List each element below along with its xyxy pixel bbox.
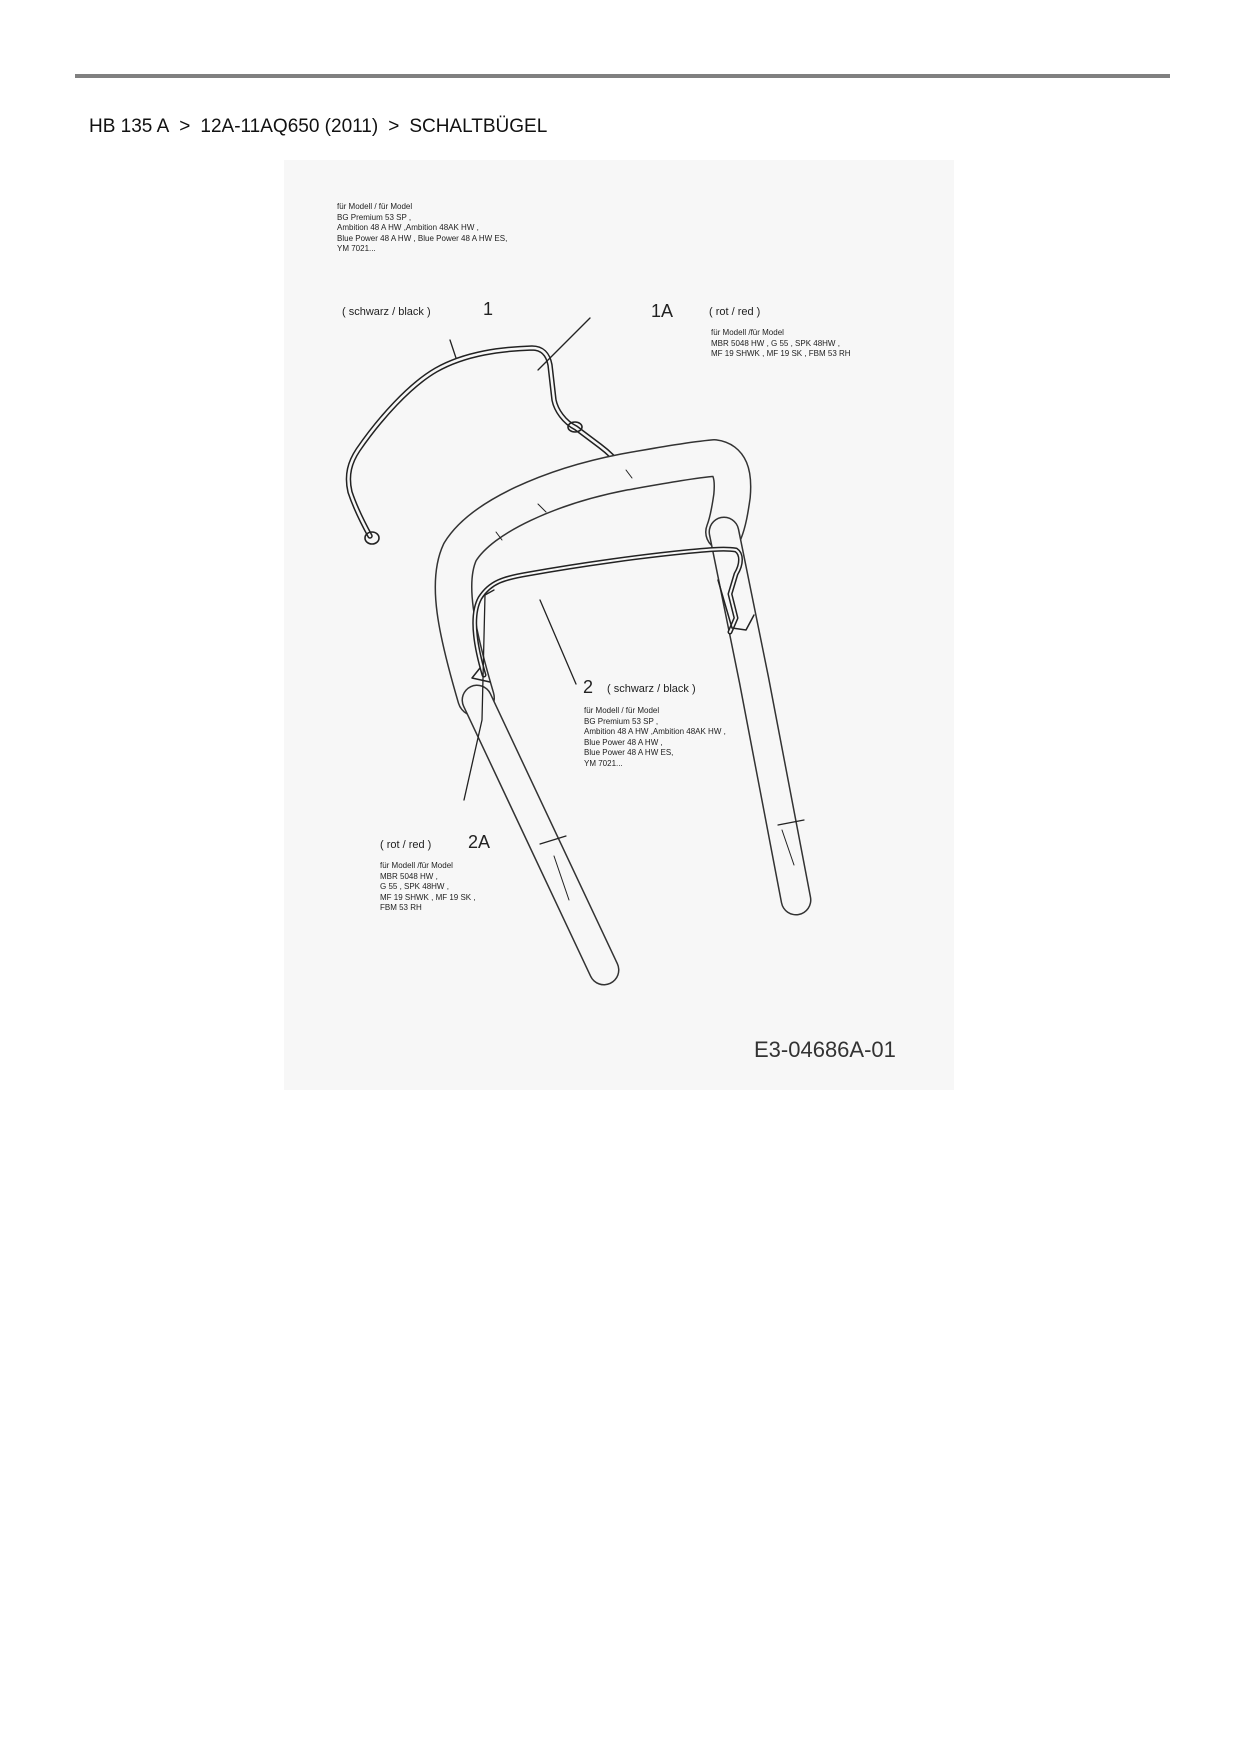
part-2-color: ( schwarz / black ): [607, 683, 696, 695]
diagram-drawing: [284, 160, 954, 1090]
breadcrumb-separator: >: [388, 116, 400, 137]
part-1-number[interactable]: 1: [483, 299, 494, 319]
part-2a-color: ( rot / red ): [380, 839, 432, 851]
part-2a-number[interactable]: 2A: [468, 832, 491, 852]
breadcrumb-item-variant[interactable]: 12A-11AQ650 (2011): [200, 116, 379, 137]
breadcrumb-separator: >: [179, 116, 191, 137]
part-2-number[interactable]: 2: [583, 677, 594, 697]
breadcrumb-item-model[interactable]: HB 135 A: [89, 116, 170, 137]
part-1a-number[interactable]: 1A: [651, 301, 674, 321]
part-1-color: ( schwarz / black ): [342, 306, 431, 318]
breadcrumb-item-section: SCHALTBÜGEL: [409, 116, 548, 137]
drawing-number: E3-04686A-01: [754, 1037, 896, 1062]
part-1-models: für Modell / für Model BG Premium 53 SP , Ambition 48 A HW ,Ambition 48AK HW , Blue Power 48 A HW , Blue Power 48 A HW ES, YM 7021...: [337, 202, 508, 253]
part-1a-color: ( rot / red ): [709, 306, 761, 318]
bail-part-2-drawing: [472, 549, 754, 682]
part-1a-models: für Modell /für Model MBR 5048 HW , G 55 , SPK 48HW , MF 19 SHWK , MF 19 SK , FBM 53 RH: [711, 328, 851, 358]
exploded-parts-diagram: [284, 160, 954, 1090]
breadcrumb: [89, 116, 547, 138]
part-2-models: für Modell / für Model BG Premium 53 SP , Ambition 48 A HW ,Ambition 48AK HW , Blue Power 48 A HW , Blue Power 48 A HW ES, YM 7021...: [584, 706, 726, 768]
top-divider: [75, 74, 1170, 78]
part-2a-models: für Modell /für Model MBR 5048 HW , G 55 , SPK 48HW , MF 19 SHWK , MF 19 SK , FBM 53 RH: [380, 861, 476, 912]
